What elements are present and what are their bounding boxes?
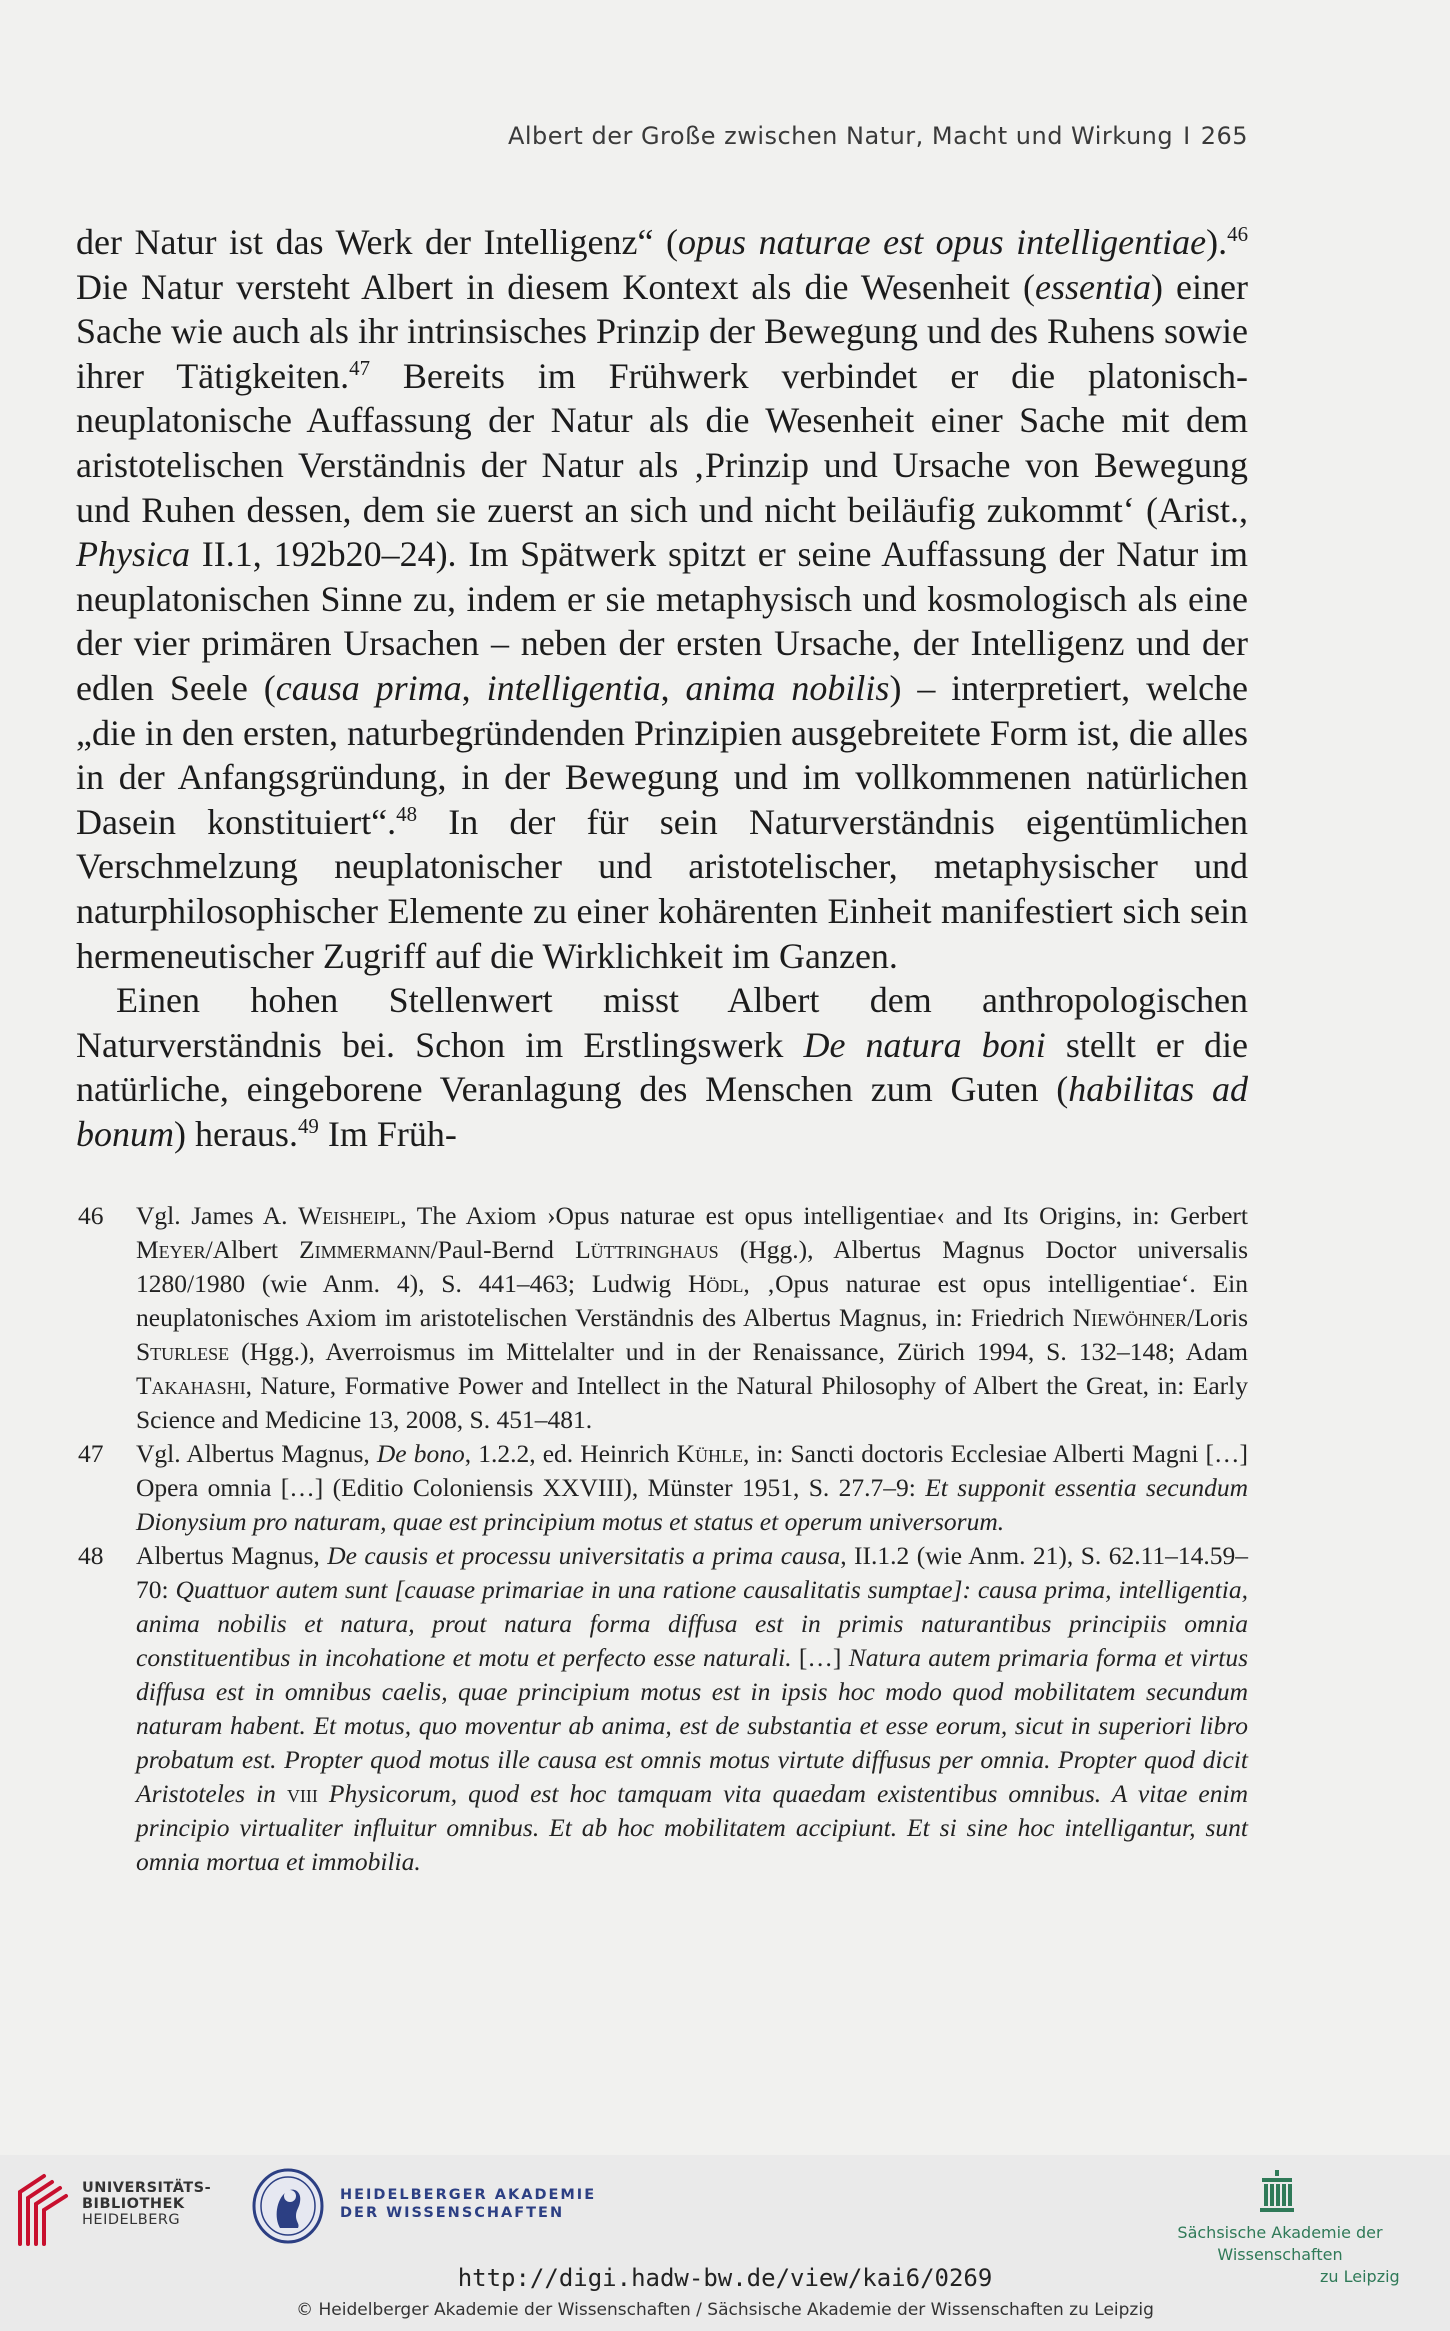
ub-line: HEIDELBERG — [82, 2212, 181, 2228]
author-name: Zimmermann — [299, 1235, 431, 1264]
saw-line: zu Leipzig — [1320, 2267, 1400, 2286]
copyright-notice: © Heidelberger Akademie der Wissenschaften / Sächsische Akademie der Wissenschaften zu Leipzig — [296, 2300, 1154, 2320]
latin-term: opus naturae est opus intelligentiae — [678, 222, 1207, 262]
running-title: Albert der Große zwischen Natur, Macht und Wirkung — [507, 122, 1174, 150]
fn-text: (Hgg.), Averroismus im Mittelalter und in der Renaissance, Zürich 1994, S. 132–148; Adam — [229, 1337, 1248, 1366]
latin-term: habilitas ad bonum — [76, 1069, 1248, 1154]
ub-heidelberg-logo-icon[interactable] — [14, 2170, 70, 2250]
text-run: stellt er die natürliche, eingeborene Veranlagung des Menschen zum Guten ( — [76, 1024, 1248, 1110]
permalink-url[interactable]: http://digi.hadw-bw.de/view/kai6/0269 — [457, 2264, 993, 2292]
roman-numeral: viii — [286, 1779, 318, 1808]
text-run: ). — [1206, 222, 1228, 262]
work-title: De bono — [376, 1439, 465, 1468]
author-name: Kühle — [676, 1439, 743, 1468]
footnote-48 — [76, 1539, 1248, 1879]
footnotes — [76, 1199, 1248, 1879]
ub-line: BIBLIOTHEK — [82, 2196, 185, 2212]
fn-text: /Loris — [1187, 1303, 1248, 1332]
text-run: ) – interpretiert, welche „die in den ersten, naturbegründenden Prinzipien ausgebreitete Form ist, die alles in der Anfangsgründung, in der Bewegung und im vollkommenen natürlichen Dasein konstituiert“. — [76, 667, 1249, 842]
text-run: ) heraus. — [174, 1113, 298, 1154]
fn-text: Vgl. Albertus Magnus, — [136, 1439, 377, 1468]
fn-text: , II.1.2 (wie Anm. 21), S. 62.11–14.59–70: — [136, 1541, 1249, 1604]
ub-heidelberg-label — [82, 2180, 211, 2228]
fn-text: /Albert — [205, 1235, 300, 1264]
author-name: Weisheipl — [298, 1201, 401, 1230]
page-number: 265 — [1200, 122, 1248, 150]
hadw-line: DER WISSENSCHAFTEN — [340, 2205, 565, 2221]
footnote-ref-49[interactable]: 49 — [297, 1113, 319, 1138]
fn-text: Albertus Magnus, — [136, 1541, 328, 1570]
text-run: der Natur ist das Werk der Intelligenz“ ( — [76, 222, 679, 262]
author-name: Niewöhner — [1072, 1303, 1188, 1332]
text-run: In der für sein Naturverständnis eigentümlichen Verschmelzung neuplatonischer und aristotelischer, metaphysischer und naturphilosophischer Elemente zu einer kohärenten Einheit manifestiert sich sein hermeneutischer Zugriff auf die Wirklichkeit im Ganzen. — [76, 801, 1249, 976]
fn-text: , 1.2.2, ed. Heinrich — [464, 1439, 677, 1468]
fn-text: , Nature, Formative Power and Intellect in the Natural Philosophy of Albert the Great, in: Early Science and Medicine 13, 2008, S. 451–481. — [136, 1371, 1248, 1434]
fn-text: , in: Sancti doctoris Ecclesiae Alberti Magni […] Opera omnia […] (Editio Coloniensis XXVIII), Münster 1951, S. 27.7–9: — [136, 1439, 1249, 1502]
paragraph-2 — [76, 978, 1248, 1156]
fn-text: , The Axiom ›Opus naturae est opus intelligentiae‹ and Its Origins, in: Gerbert — [400, 1201, 1249, 1230]
latin-term: causa prima — [275, 667, 462, 708]
latin-quote: Et supponit essentia secundum Dionysium pro naturam, quae est principium motus et status et operum universorum. — [136, 1473, 1248, 1536]
text-run: Im Früh- — [318, 1113, 457, 1154]
text-run: II.1, 192b20–24). Im Spätwerk spitzt er seine Auffassung der Natur im neuplatonischen Sinne zu, indem er sie metaphysisch und kosmologisch als eine der vier primären Ursachen – neben der ersten Ursache, der Intelligenz und der edlen Seele ( — [76, 534, 1248, 708]
fn-text: Vgl. James A. — [136, 1201, 299, 1230]
footnote-46 — [76, 1199, 1248, 1437]
text-run: , — [660, 667, 686, 708]
latin-term: intelligentia — [486, 667, 661, 708]
footnote-47 — [76, 1437, 1248, 1539]
footnote-ref-47[interactable]: 47 — [349, 355, 370, 380]
text-run: Die Natur versteht Albert in diesem Kontext als die Wesenheit ( — [76, 266, 1035, 307]
fn-text: /Paul-Bernd — [430, 1235, 576, 1264]
text-run: Bereits im Frühwerk verbindet er die platonisch-neuplatonische Auffassung der Natur als die Wesenheit einer Sache mit dem aristotelischen Verständnis der Natur als ‚Prinzip und Ursache von Bewegung und Ruhen dessen, dem sie zuerst an sich und nicht beiläufig zukommt‘ (Arist., — [76, 355, 1248, 530]
latin-quote: Physicorum, quod est hoc tamquam vita quaedam existentibus omnibus. A vitae enim principio virtualiter influitur omnibus. Et ab hoc mobilitatem accipiunt. Et si sine hoc intelligantur, sunt omnia mortua et immobilia. — [136, 1779, 1248, 1876]
work-title: Physica — [76, 534, 190, 575]
footnote-number: 46 — [78, 1201, 104, 1230]
author-name: Sturlese — [136, 1337, 230, 1366]
saw-building-icon[interactable] — [1258, 2168, 1296, 2216]
paragraph-1 — [76, 220, 1248, 978]
hadw-label — [340, 2186, 596, 2222]
text-run: , — [461, 667, 487, 708]
work-title: De natura boni — [803, 1024, 1046, 1065]
footnote-ref-46[interactable]: 46 — [1227, 222, 1249, 246]
hadw-line: HEIDELBERGER AKADEMIE — [340, 2187, 597, 2203]
main-text — [76, 220, 1248, 1156]
fn-text: , ‚Opus naturae est opus intelligentiae‘. Ein neuplatonisches Axiom im aristotelischen Verständnis des Albertus Magnus, in: Friedrich — [136, 1269, 1248, 1332]
work-title: De causis et processu universitatis a prima causa — [327, 1541, 841, 1570]
ub-line: UNIVERSITÄTS- — [82, 2180, 212, 2196]
footnote-number: 48 — [78, 1541, 104, 1570]
latin-quote: Natura autem primaria forma et virtus diffusa est in omnibus caelis, quae principium motus est in ipsis hoc modo quod mobilitatem secundum naturam habent. Et motus, quo moventur ab anima, est de substantia et esse eorum, sicut in superiori libro probatum est. Propter quod motus ille causa est omnis motus virtute diffusus per omnia. Propter quod dicit Aristoteles in — [136, 1643, 1248, 1808]
running-header — [300, 122, 1248, 150]
author-name: Hödl — [687, 1269, 744, 1298]
latin-term: anima nobilis — [685, 667, 890, 708]
author-name: Takahashi — [136, 1371, 246, 1400]
footnote-ref-48[interactable]: 48 — [396, 801, 418, 826]
hadw-seal-icon[interactable] — [250, 2166, 326, 2246]
fn-text: (Hgg.), Albertus Magnus Doctor universalis 1280/1980 (wie Anm. 4), S. 441–463; Ludwig — [136, 1235, 1249, 1298]
fn-text: […] — [791, 1643, 849, 1672]
author-name: Lüttringhaus — [575, 1235, 719, 1264]
saw-line: Sächsische Akademie der Wissenschaften — [1177, 2223, 1383, 2264]
latin-quote: Quattuor autem sunt [cauase primariae in una ratione causalitatis sumptae]: causa prima, intelligentia, anima nobilis et natura, prout natura forma diffusa est in primis naturantibus principiis omnia constituentibus in incohatione et motu et perfecto esse naturali. — [136, 1575, 1248, 1672]
latin-term: essentia — [1035, 266, 1151, 307]
author-name: Meyer — [136, 1235, 206, 1264]
text-run: ) einer Sache wie auch als ihr intrinsisches Prinzip der Bewegung und des Ruhens sowie ihrer Tätigkeiten. — [76, 266, 1248, 396]
footnote-number: 47 — [78, 1439, 104, 1468]
header-separator: I — [1183, 122, 1191, 150]
text-run: Einen hohen Stellenwert misst Albert dem anthropologischen Naturverständnis bei. Schon im Erstlingswerk — [76, 980, 1248, 1065]
